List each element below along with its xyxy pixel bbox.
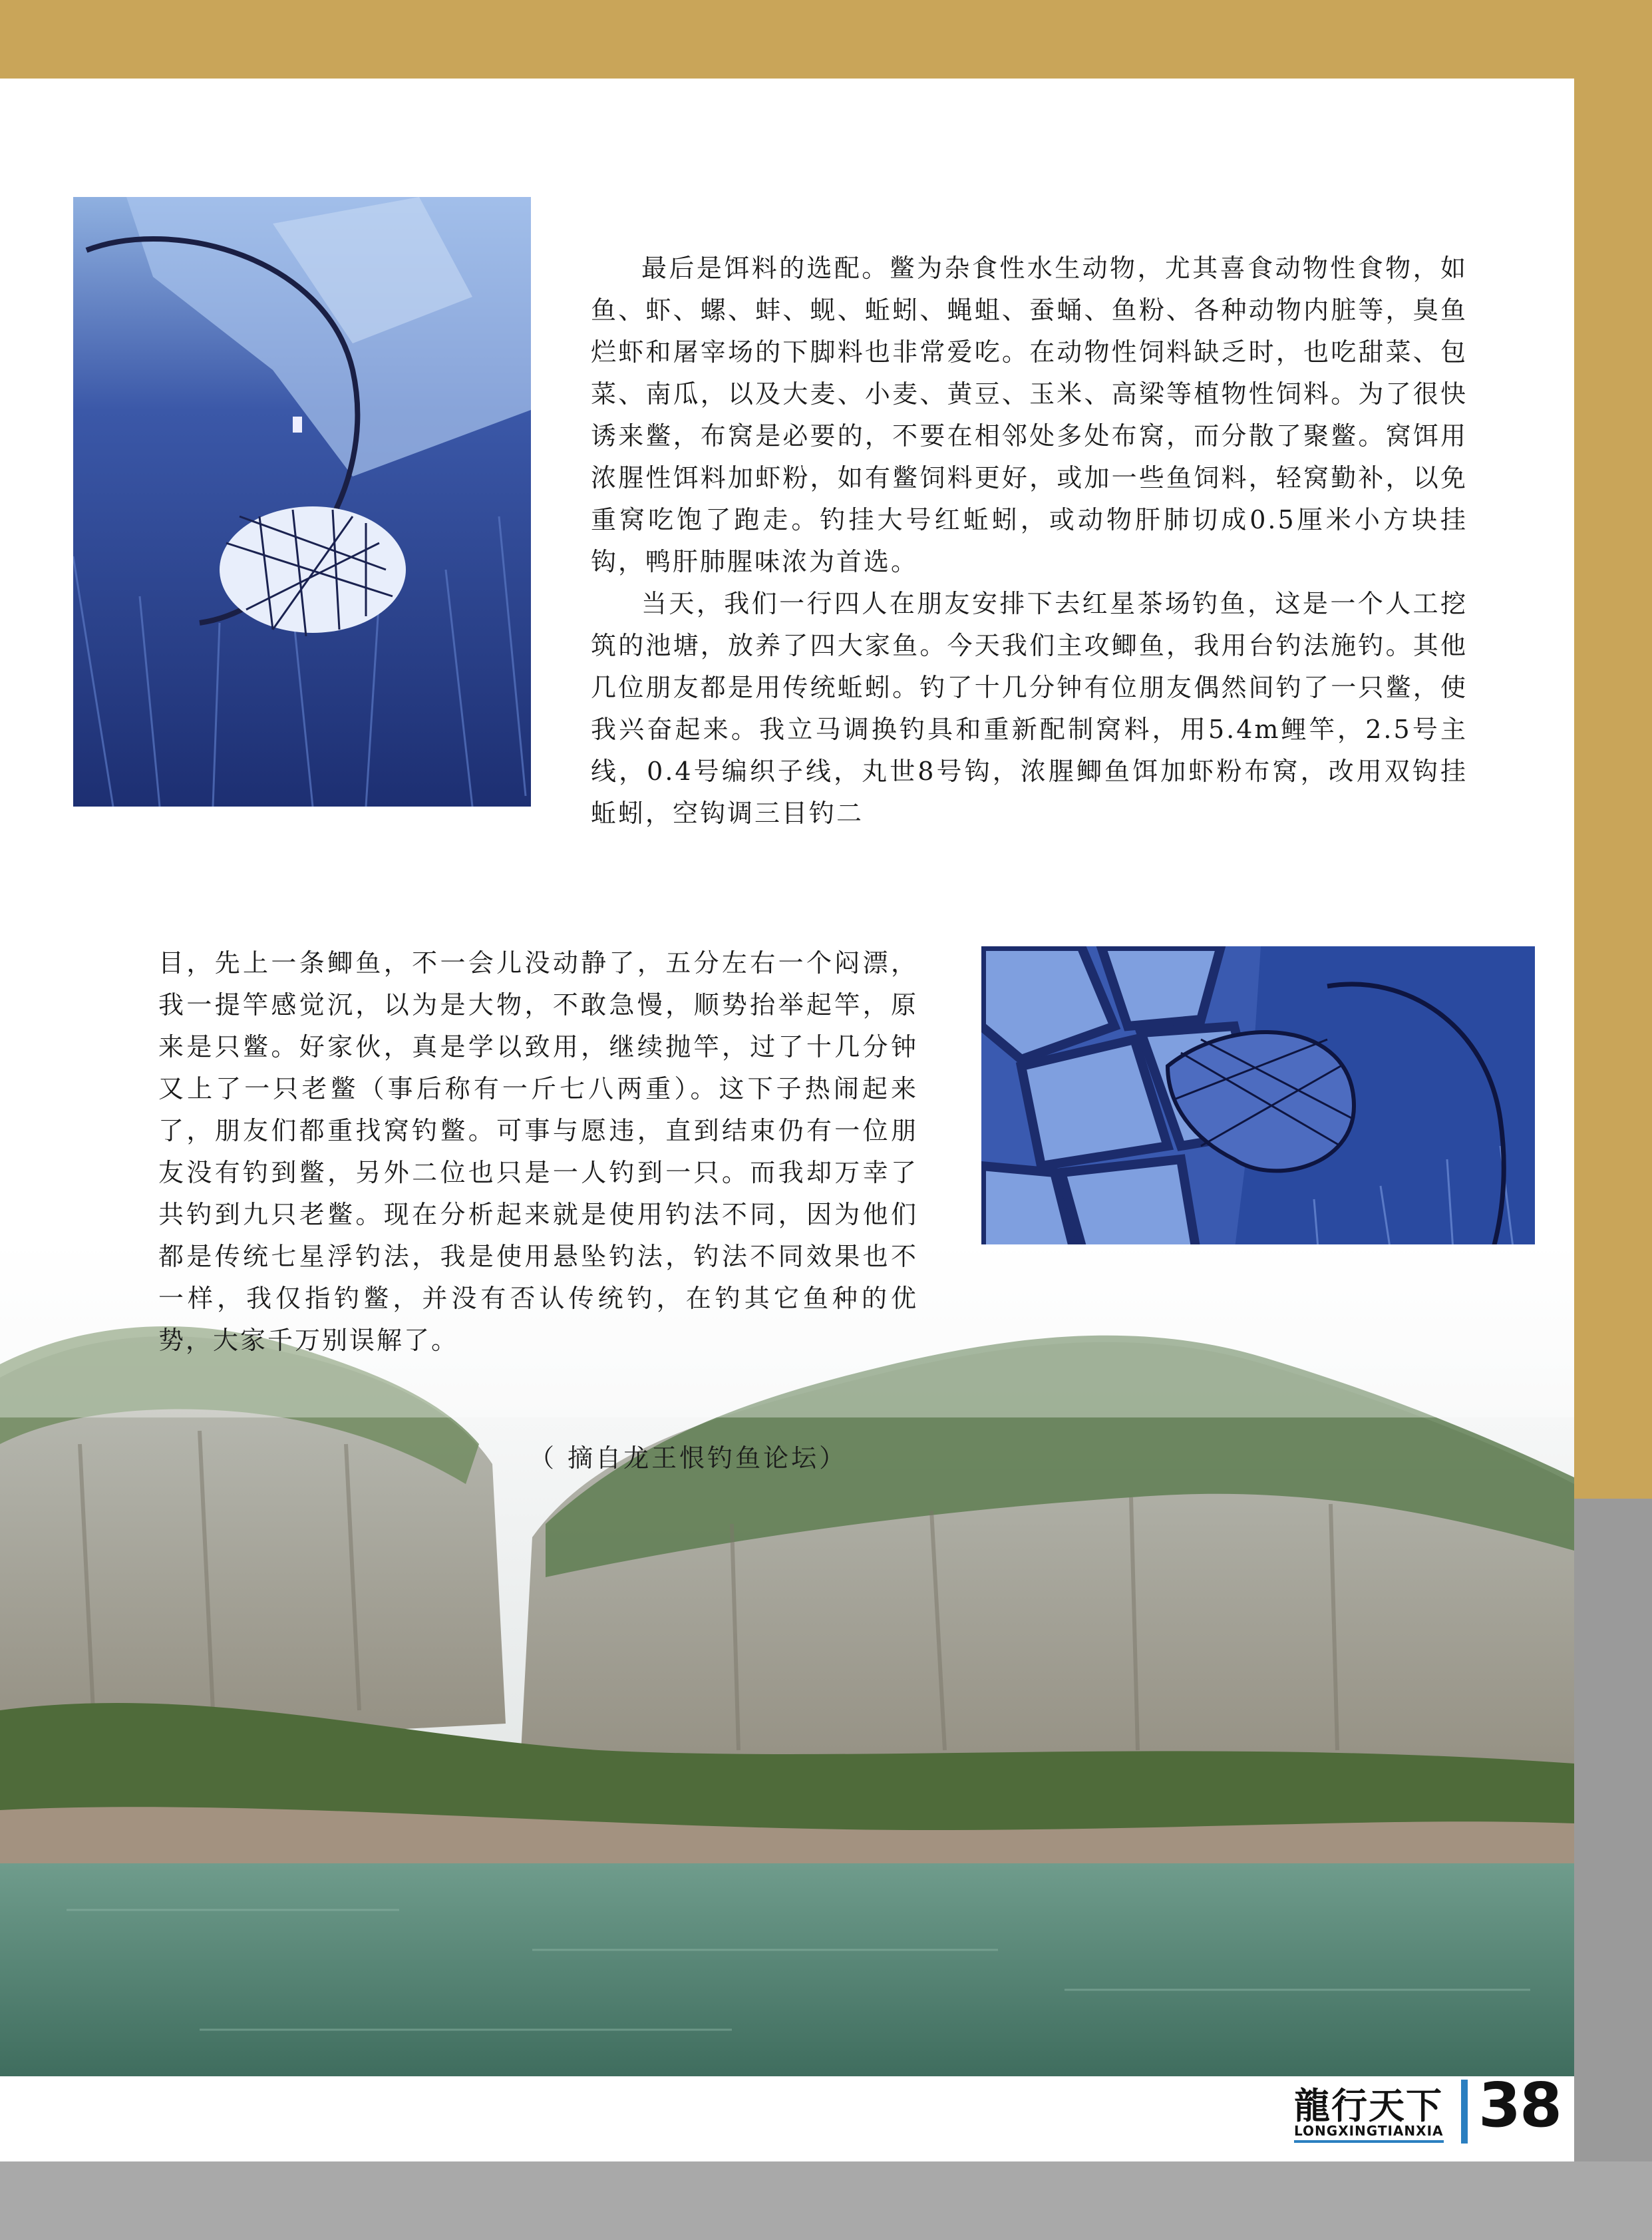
article-paragraph-feed-selection: 最后是饵料的选配。鳖为杂食性水生动物，尤其喜食动物性食物，如鱼、虾、螺、蚌、蚬、蚯蚓、蝇蛆、蚕蛹、鱼粉、各种动物内脏等，臭鱼烂虾和屠宰场的下脚料也非常爱吃。在动物性饲料缺乏时，也吃甜菜、包菜、南瓜，以及大麦、小麦、黄豆、玉米、高梁等植物性饲料。为了很快诱来鳖，布窝是必要的，不要在相邻处多处布窝，而分散了聚鳖。窝饵用浓腥性饵料加虾粉，如有鳖饲料更好，或加一些鱼饲料，轻窝勤补，以免重窝吃饱了跑走。钓挂大号红蚯蚓，或动物肝肺切成0.5厘米小方块挂钩，鸭肝肺腥味浓为首选。 <box>591 254 1468 576</box>
bottom-decorative-band <box>0 2161 1652 2240</box>
top-decorative-band <box>0 0 1652 79</box>
brand-pinyin: LONGXINGTIANXIA <box>1294 2123 1444 2139</box>
page-number: 38 <box>1478 2070 1562 2141</box>
brand-underline <box>1294 2140 1444 2143</box>
article-paragraph-fishing-trip-end: 目，先上一条鲫鱼，不一会儿没动静了，五分左右一个闷漂，我一提竿感觉沉，以为是大物，不敢急慢，顺势抬举起竿，原来是只鳖。好家伙，真是学以致用，继续抛竿，过了十几分钟又上了一只老鳖（事后称有一斤七八两重）。这下子热闹起来了，朋友们都重找窝钓鳖。可事与愿违，直到结束仍有一位朋友没有钓到鳖，另外二位也只是一人钓到一只。而我却万幸了共钓到九只老鳖。现在分析起来就是使用钓法不同，因为他们都是传统七星浮钓法，我是使用悬坠钓法，钓法不同效果也不一样，我仅指钓鳖，并没有否认传统钓，在钓其它鱼种的优势，大家千万别误解了。 <box>158 948 918 1355</box>
brand-logo-text: 龍行天下 <box>1294 2084 1443 2127</box>
article-column-right <box>591 248 1468 835</box>
right-gray-band <box>1574 1499 1652 2240</box>
article-paragraph-fishing-trip-start: 当天，我们一行四人在朋友安排下去红星茶场钓鱼，这是一个人工挖筑的池塘，放养了四大家鱼。今天我们主攻鲫鱼，我用台钓法施钓。其他几位朋友都是用传统蚯蚓。钓了十几分钟有位朋友偶然间钓了一只鳖，使我兴奋起来。我立马调换钓具和重新配制窝料，用5.4m鲤竿，2.5号主线，0.4号编织子线，丸世8号钩，浓腥鲫鱼饵加虾粉布窝，改用双钩挂蚯蚓，空钩调三目钓二 <box>591 589 1468 828</box>
right-gold-band <box>1574 0 1652 1499</box>
page-number-divider <box>1461 2080 1468 2144</box>
article-column-left <box>158 942 918 1362</box>
photo-landing-net-on-grass <box>73 197 531 807</box>
article-source-credit: （ 摘自龙王恨钓鱼论坛） <box>529 1443 848 1473</box>
photo-cliffs-river-landscape <box>0 1244 1574 2076</box>
